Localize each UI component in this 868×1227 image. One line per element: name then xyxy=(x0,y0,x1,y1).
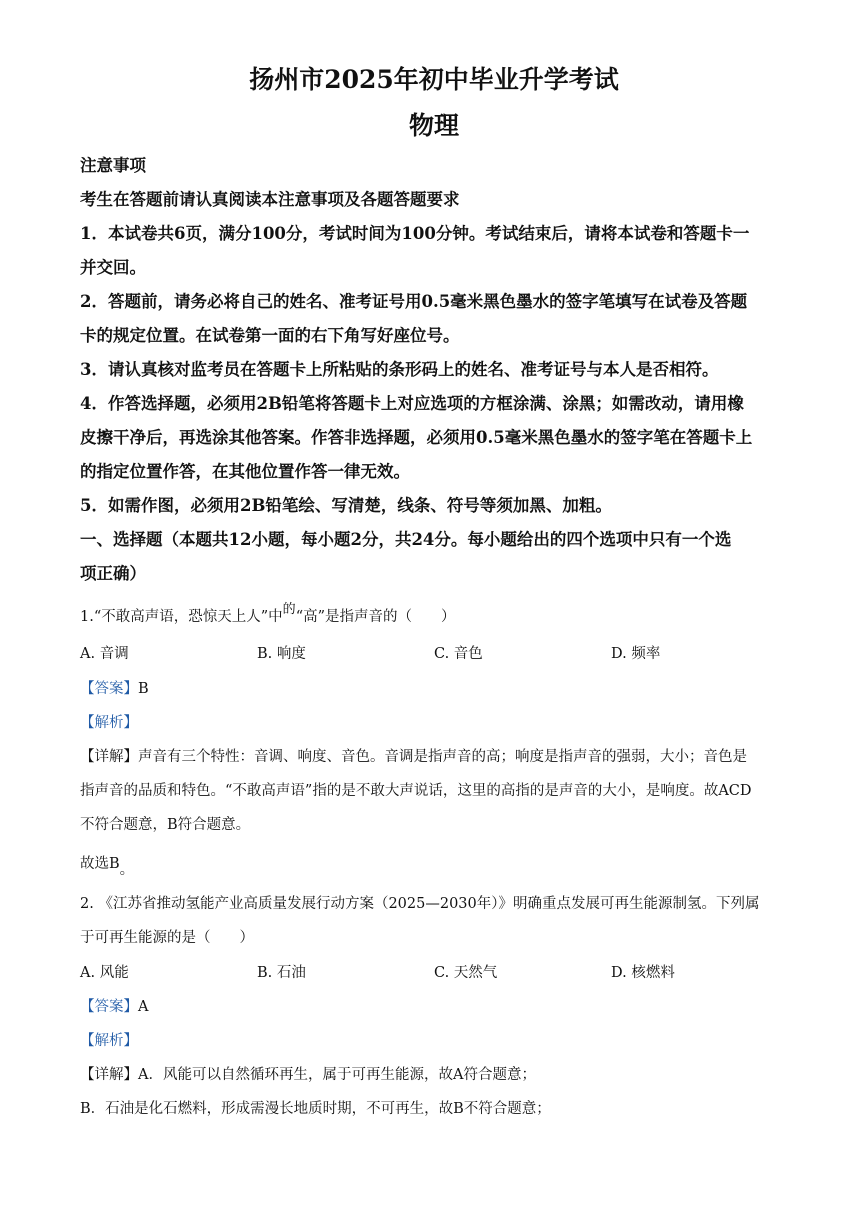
q1-stem-sup: 的 xyxy=(282,602,296,617)
q1-option-d: D. 频率 xyxy=(611,646,661,662)
q2-stem: 2. 《江苏省推动氢能产业高质量发展行动方案（2025—2030年）》明确重点发展可再生能源制氢。下列属 xyxy=(80,896,760,912)
section-heading-cont: 项正确） xyxy=(80,564,146,583)
q1-option-c: C. 音色 xyxy=(434,646,483,662)
q1-detail-2: 指声音的品质和特色。“不敢高声语”指的是不敢大声说话，这里的高指的是声音的大小，是响度。故ACD xyxy=(80,783,752,799)
q1-detail-text-1: 声音有三个特性：音调、响度、音色。音调是指声音的高；响度是指声音的强弱，大小；音色是 xyxy=(138,749,747,765)
exam-title: 扬州市2025年初中毕业升学考试 xyxy=(249,65,619,94)
q1-stem xyxy=(80,602,456,626)
notice-item-5: 5．如需作图，必须用2B铅笔绘、写清楚，线条、符号等须加黑、加粗。 xyxy=(80,496,612,515)
q2-detail-a xyxy=(80,1063,536,1084)
q2-option-c: C. 天然气 xyxy=(434,965,498,981)
q1-choose xyxy=(80,852,135,878)
q2-option-d: D. 核燃料 xyxy=(611,965,675,981)
q1-option-a: A. 音调 xyxy=(80,646,129,662)
notice-item-4-cont2: 的指定位置作答，在其他位置作答一律无效。 xyxy=(80,462,410,481)
q2-detail-b: B．石油是化石燃料，形成需漫长地质时期，不可再生，故B不符合题意； xyxy=(80,1101,551,1117)
subject-title: 物理 xyxy=(408,111,459,140)
q1-answer-value: B xyxy=(138,681,149,697)
q1-detail-tag: 【详解】 xyxy=(80,749,138,765)
q2-answer-tag: 【答案】 xyxy=(80,999,138,1015)
q2-answer-value: A xyxy=(138,999,149,1015)
section-heading: 一、选择题（本题共12小题，每小题2分，共24分。每小题给出的四个选项中只有一个选 xyxy=(80,530,732,549)
notice-item-2-cont: 卡的规定位置。在试卷第一面的右下角写好座位号。 xyxy=(80,326,460,345)
q2-detail-text-a: A．风能可以自然循环再生，属于可再生能源，故A符合题意； xyxy=(138,1067,536,1083)
notice-item-4: 4．作答选择题，必须用2B铅笔将答题卡上对应选项的方框涂满、涂黑；如需改动，请用橡 xyxy=(80,394,744,413)
q2-option-a: A. 风能 xyxy=(80,965,129,981)
q2-answer xyxy=(80,995,148,1016)
q2-analysis-tag: 【解析】 xyxy=(80,1033,138,1049)
q2-option-b: B. 石油 xyxy=(257,965,306,981)
notice-item-4-cont1: 皮擦干净后，再选涂其他答案。作答非选择题，必须用0.5毫米黑色墨水的签字笔在答题卡上 xyxy=(80,428,753,447)
q1-stem-a: 1.“不敢高声语，恐惊天上人”中 xyxy=(80,609,283,625)
q2-stem-cont: 于可再生能源的是（ ） xyxy=(80,930,254,946)
q1-analysis-tag: 【解析】 xyxy=(80,715,138,731)
q1-option-b: B. 响度 xyxy=(257,646,306,662)
notice-intro: 考生在答题前请认真阅读本注意事项及各题答题要求 xyxy=(80,190,460,209)
q1-answer-tag: 【答案】 xyxy=(80,681,138,697)
q2-detail-tag: 【详解】 xyxy=(80,1067,138,1083)
notice-item-1-cont: 并交回。 xyxy=(80,258,146,277)
q1-choose-dot: 。 xyxy=(119,862,135,878)
notice-item-2: 2．答题前，请务必将自己的姓名、准考证号用0.5毫米黑色墨水的签字笔填写在试卷及答题 xyxy=(80,292,748,311)
q1-stem-b: “高”是指声音的（ ） xyxy=(295,609,456,625)
notice-heading: 注意事项 xyxy=(80,156,146,175)
notice-item-3: 3．请认真核对监考员在答题卡上所粘贴的条形码上的姓名、准考证号与本人是否相符。 xyxy=(80,360,719,379)
q1-choose-text: 故选B xyxy=(80,856,120,872)
q1-detail-1 xyxy=(80,745,747,766)
q1-detail-3: 不符合题意，B符合题意。 xyxy=(80,817,251,833)
q1-answer xyxy=(80,677,149,698)
notice-item-1: 1．本试卷共6页，满分100分，考试时间为100分钟。考试结束后，请将本试卷和答题卡一 xyxy=(80,224,750,243)
